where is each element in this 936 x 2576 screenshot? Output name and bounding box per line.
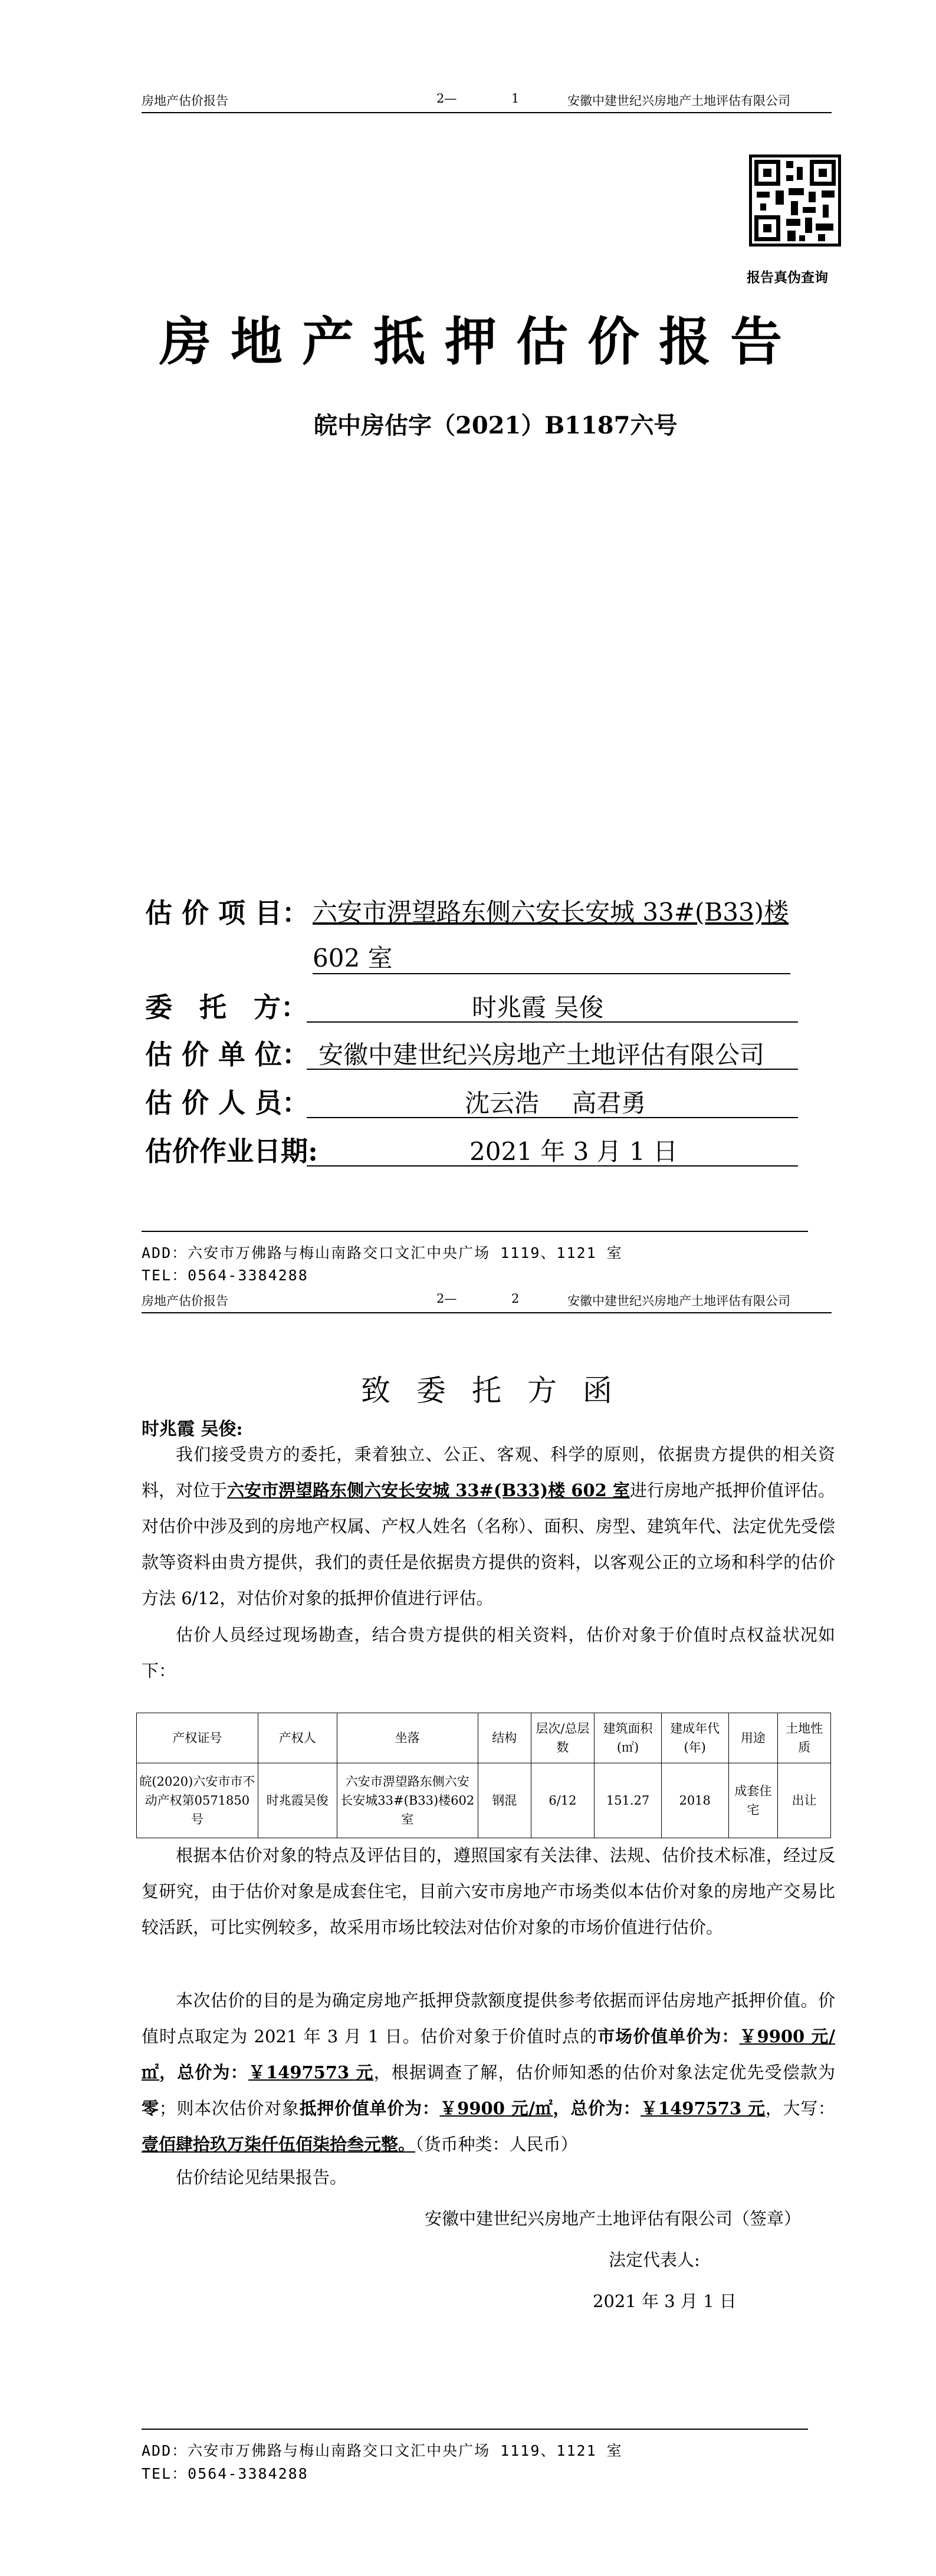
footer-tel: TEL：0564-3384288 <box>142 1267 308 1284</box>
project-underline <box>313 973 790 974</box>
table-header: 坐落 <box>337 1713 478 1763</box>
table-header: 产权证号 <box>137 1713 258 1763</box>
table-header: 用途 <box>728 1713 778 1763</box>
p4-text: 本次估价的目的是为确定房地产抵押贷款额度提供参考依据而评估房地产抵押价值。价值时点取定为 2021 年 3 月 1 日。估价对象于价值时点的 <box>142 1990 835 2046</box>
header-right: 安徽中建世纪兴房地产土地评估有限公司 <box>567 1294 790 1308</box>
paragraph-2: 估价人员经过现场勘查，结合贵方提供的相关资料，估价对象于价值时点权益状况如下： <box>142 1625 835 1681</box>
market-unit-price: ￥9900 元/㎡ <box>142 2026 835 2082</box>
table-cell: 6/12 <box>531 1763 595 1838</box>
signature-date: 2021 年 3 月 1 日 <box>593 2291 737 2311</box>
project-value-line2: 602 室 <box>313 944 393 972</box>
qr-code-icon[interactable] <box>749 155 841 247</box>
unit-underline <box>307 1069 798 1070</box>
paragraph-1 <box>142 1437 835 1616</box>
table-cell: 151.27 <box>595 1763 662 1838</box>
appraiser-value: 沈云浩 高君勇 <box>465 1089 646 1118</box>
table-cell: 2018 <box>661 1763 728 1838</box>
project-value-line1: 六安市淠望路东侧六安长安城 33#(B33)楼 <box>313 898 789 926</box>
table-header: 土地性质 <box>778 1713 831 1763</box>
client-underline <box>307 1021 798 1023</box>
market-total-price: ￥1497573 元 <box>248 2062 374 2082</box>
table-header: 结构 <box>478 1713 531 1763</box>
table-header: 产权人 <box>258 1713 337 1763</box>
header-left: 房地产估价报告 <box>142 94 228 108</box>
client-label: 委 托 方： <box>145 991 308 1023</box>
p4-text: ，根据调查了解，估价师知悉的估价对象法定优先受偿款为 <box>373 2062 835 2082</box>
report-number: 皖中房估字（2021）B1187六号 <box>314 412 678 439</box>
p4-text: ；则本次估价对象 <box>159 2098 300 2118</box>
table-cell: 成套住宅 <box>728 1763 778 1838</box>
footer-tel: TEL：0564-3384288 <box>142 2465 308 2482</box>
header-right: 安徽中建世纪兴房地产土地评估有限公司 <box>567 94 790 108</box>
p4-text: ，大写： <box>765 2098 835 2118</box>
unit-label: 估 价 单 位： <box>145 1039 310 1070</box>
paragraph-4 <box>142 1983 835 2163</box>
footer-address: ADD：六安市万佛路与梅山南路交口文汇中央广场 1119、1121 室 <box>142 2442 623 2459</box>
table-cell: 钢混 <box>478 1763 531 1838</box>
mortgage-unit-price-label: 抵押价值单价为： <box>299 2098 440 2118</box>
project-label: 估 价 项 目： <box>145 897 310 929</box>
property-address: 六安市淠望路东侧六安长安城 33#(B33)楼 602 室 <box>227 1480 630 1500</box>
table-header: 层次/总层数 <box>531 1713 595 1763</box>
footer-rule <box>142 2429 808 2430</box>
header-left: 房地产估价报告 <box>142 1294 228 1308</box>
market-unit-price-label: 市场价值单价为： <box>597 2026 740 2046</box>
mortgage-unit-price: ￥9900 元/㎡ <box>439 2098 553 2118</box>
date-label: 估价作业日期: <box>145 1135 318 1167</box>
market-total-label: ，总价为： <box>159 2062 248 2082</box>
paragraph-3: 根据本估价对象的特点及评估目的，遵照国家有关法律、法规、估价技术标准，经过反复研究，由于估价对象是成套住宅，目前六安市房地产市场类似本估价对象的房地产交易比较活跃，可比实例较多，故采用市场比较法对估价对象的市场价值进行估价。 <box>142 1845 835 1937</box>
salutation: 时兆霞 吴俊: <box>142 1419 243 1440</box>
header-page-prefix: 2— <box>436 91 457 106</box>
table-header: 建成年代(年) <box>661 1713 728 1763</box>
footer-rule <box>142 1231 808 1232</box>
property-table <box>136 1713 831 1838</box>
signature-representative: 法定代表人: <box>609 2250 700 2270</box>
table-cell: 皖(2020)六安市市不动产权第0571850号 <box>137 1763 258 1838</box>
client-value: 时兆霞 吴俊 <box>472 993 604 1022</box>
table-row <box>137 1763 831 1838</box>
header-page-number: 2 <box>511 1292 520 1306</box>
priority-claim-amount: 零 <box>142 2098 159 2118</box>
header-page-number: 1 <box>511 91 520 106</box>
p1-text-a: 我们接受贵方的委托，秉着独立、公正、客观、科学的原则，依据贵方提供的相关资料，对位于 <box>142 1444 835 1500</box>
appraiser-label: 估 价 人 员： <box>145 1087 310 1119</box>
p1-text-c: 进行房地产抵押价值评估。对估价中涉及到的房地产权属、产权人姓名（名称）、面积、房型、建筑年代、法定优先受偿款等资料由贵方提供，我们的责任是依据贵方提供的资料，以客观公正的立场和科学的估价方法 6/12，对估价对象的抵押价值进行评估。 <box>142 1480 835 1608</box>
report-title: 房地产抵押估价报告 <box>159 311 802 372</box>
unit-value: 安徽中建世纪兴房地产土地评估有限公司 <box>318 1040 765 1069</box>
qr-caption: 报告真伪查询 <box>747 270 828 285</box>
header-rule <box>142 1312 832 1313</box>
footer-address: ADD：六安市万佛路与梅山南路交口文汇中央广场 1119、1121 室 <box>142 1244 623 1261</box>
table-cell: 六安市淠望路东侧六安长安城33#(B33)楼602室 <box>337 1763 478 1838</box>
appraiser-underline <box>307 1117 798 1118</box>
amount-in-words: 壹佰肆拾玖万柒仟伍佰柒拾叁元整。 <box>142 2134 416 2154</box>
paragraph-5: 估价结论见结果报告。 <box>176 2167 347 2187</box>
table-cell: 出让 <box>778 1763 831 1838</box>
table-header: 建筑面积(㎡) <box>595 1713 662 1763</box>
currency-note: （货币种类：人民币） <box>415 2134 578 2154</box>
table-cell: 时兆霞吴俊 <box>258 1763 337 1838</box>
letter-title: 致委托方函 <box>361 1374 638 1408</box>
table-header-row <box>137 1713 831 1763</box>
header-rule <box>142 112 832 113</box>
mortgage-total-price: ￥1497573 元 <box>641 2098 766 2118</box>
date-value: 2021 年 3 月 1 日 <box>469 1137 678 1166</box>
mortgage-total-label: ，总价为： <box>553 2098 641 2118</box>
date-underline <box>307 1165 798 1167</box>
signature-company: 安徽中建世纪兴房地产土地评估有限公司（签章） <box>425 2209 802 2229</box>
header-page-prefix: 2— <box>436 1292 457 1306</box>
